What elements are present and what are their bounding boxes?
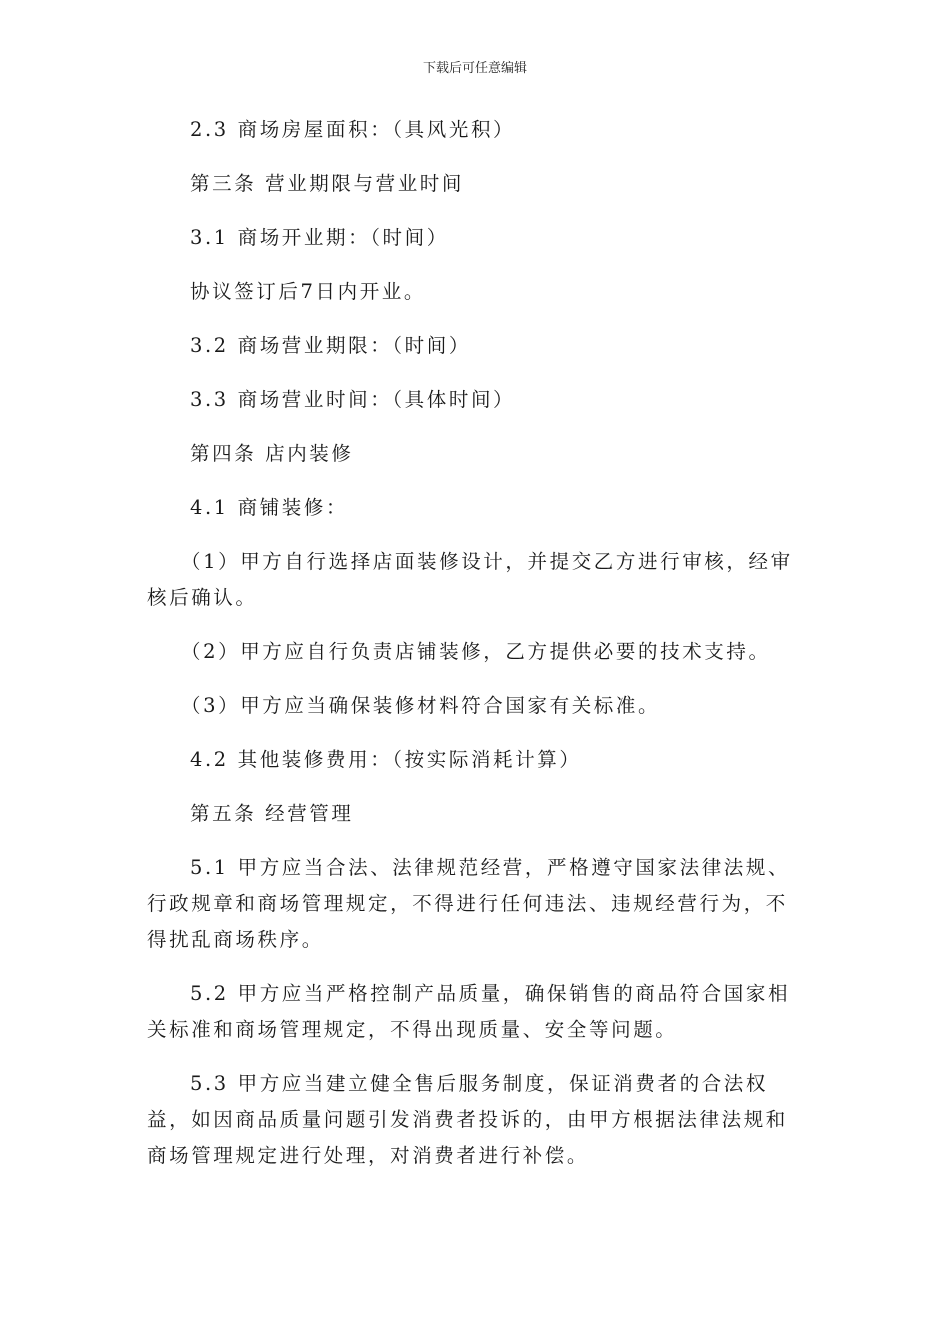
clause-5-3: 5.3 甲方应当建立健全售后服务制度，保证消费者的合法权益，如因商品质量问题引发消费者投诉的，由甲方根据法律法规和商场管理规定进行处理，对消费者进行补偿。 xyxy=(147,1072,788,1167)
article-3-heading: 第三条 营业期限与营业时间 xyxy=(190,172,464,195)
article-5-heading: 第五条 经营管理 xyxy=(190,802,354,825)
article-4-heading: 第四条 店内装修 xyxy=(190,442,354,465)
clause-2-3: 2.3 商场房屋面积：（具风光积） xyxy=(190,118,516,141)
clause-4-1-item-3: （3）甲方应当确保装修材料符合国家有关标准。 xyxy=(181,694,661,717)
clause-3-1: 3.1 商场开业期：（时间） xyxy=(190,226,449,249)
clause-4-1-item-2: （2）甲方应自行负责店铺装修，乙方提供必要的技术支持。 xyxy=(181,640,771,663)
clause-5-2: 5.2 甲方应当严格控制产品质量，确保销售的商品符合国家相关标准和商场管理规定，不得出现质量、安全等问题。 xyxy=(147,982,791,1041)
clause-3-3: 3.3 商场营业时间：（具体时间） xyxy=(190,388,516,411)
clause-4-1: 4.1 商铺装修： xyxy=(190,496,349,519)
clause-4-2: 4.2 其他装修费用：（按实际消耗计算） xyxy=(190,748,582,771)
clause-3-1-detail: 协议签订后7日内开业。 xyxy=(190,280,427,303)
page-header: 下载后可任意编辑 xyxy=(422,61,527,76)
document-body xyxy=(147,112,807,1174)
clause-3-2: 3.2 商场营业期限：（时间） xyxy=(190,334,471,357)
clause-5-1: 5.1 甲方应当合法、法律规范经营，严格遵守国家法律法规、行政规章和商场管理规定，不得进行任何违法、违规经营行为，不得扰乱商场秩序。 xyxy=(147,856,791,951)
clause-4-1-item-1: （1）甲方自行选择店面装修设计，并提交乙方进行审核，经审核后确认。 xyxy=(147,550,793,609)
